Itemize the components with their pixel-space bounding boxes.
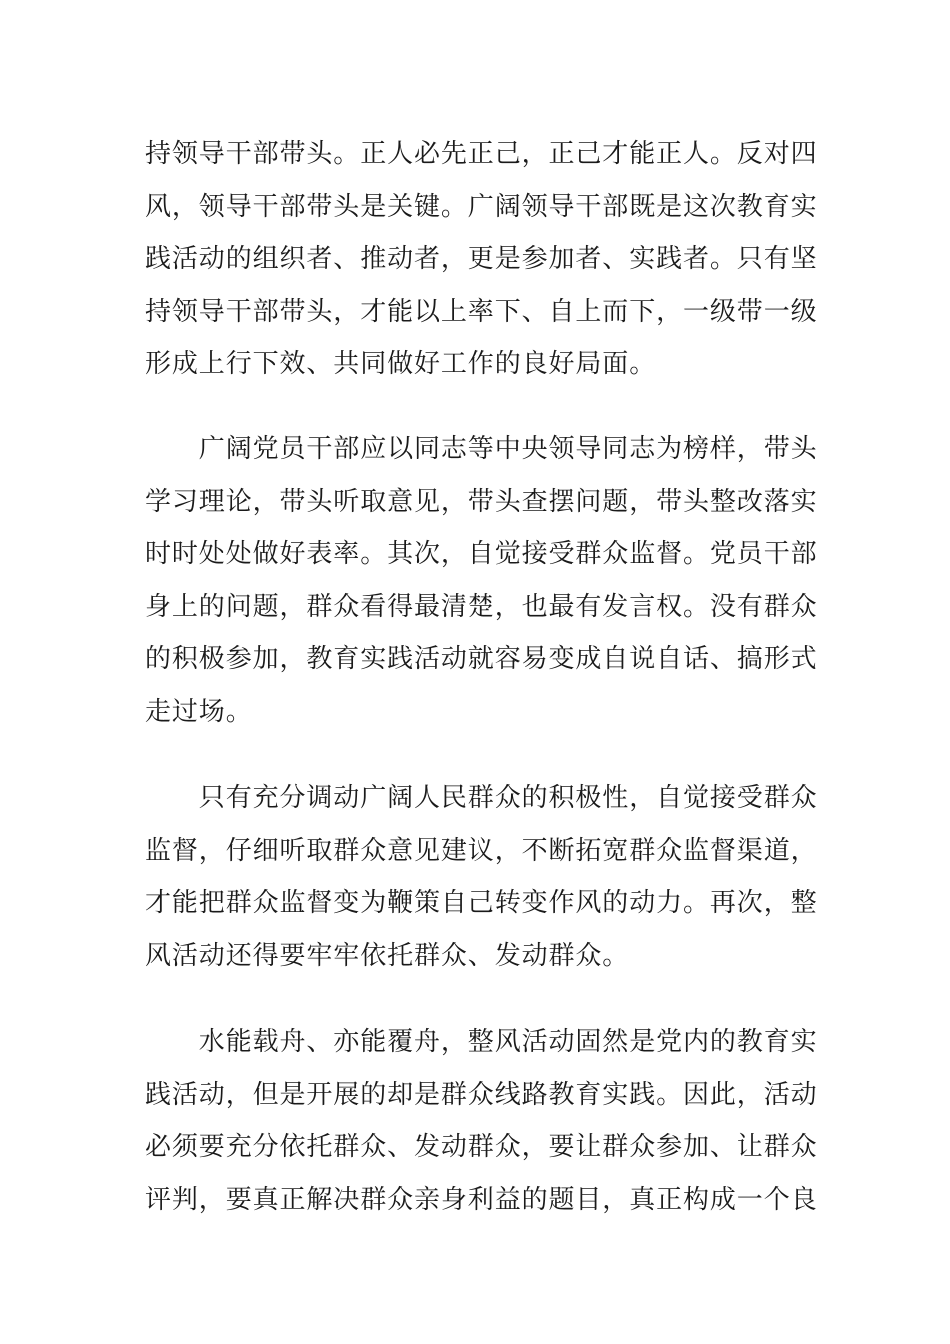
paragraph-3: [145, 772, 818, 982]
paragraph-line: 持领导干部带头。正人必先正己，正己才能正人。反对四: [145, 139, 818, 169]
paragraph-line: 持领导干部带头，才能以上率下、自上而下，一级带一级: [145, 296, 818, 327]
paragraph-line: 学习理论，带头听取意见，带头查摆问题，带头整改落实: [145, 486, 818, 517]
paragraph-line: 水能载舟、亦能覆舟，整风活动固然是党内的教育实: [145, 1027, 818, 1057]
paragraph-4: [145, 1016, 818, 1226]
paragraph-line: 时时处处做好表率。其次，自觉接受群众监督。党员干部: [145, 539, 818, 569]
paragraph-line: 才能把群众监督变为鞭策自己转变作风的动力。再次，整: [145, 888, 818, 918]
paragraph-line: 走过场。: [145, 696, 253, 727]
paragraph-line: 风，领导干部带头是关键。广阔领导干部既是这次教育实: [145, 191, 818, 222]
paragraph-line: 必须要充分依托群众、发动群众，要让群众参加、让群众: [145, 1132, 818, 1162]
paragraph-line: 形成上行下效、共同做好工作的良好局面。: [145, 349, 657, 379]
paragraph-line: 评判，要真正解决群众亲身利益的题目，真正构成一个良: [145, 1184, 818, 1215]
paragraph-line: 只有充分调动广阔人民群众的积极性，自觉接受群众: [145, 783, 818, 813]
paragraph-line: 风活动还得要牢牢依托群众、发动群众。: [145, 940, 630, 971]
paragraph-2: [145, 423, 818, 738]
paragraph-1: [145, 128, 818, 391]
paragraph-line: 监督，仔细听取群众意见建议，不断拓宽群众监督渠道，: [145, 835, 818, 866]
paragraph-line: 践活动的组织者、推动者，更是参加者、实践者。只有坚: [145, 244, 818, 274]
paragraph-line: 践活动，但是开展的却是群众线路教育实践。因此，活动: [145, 1079, 818, 1110]
paragraph-line: 的积极参加，教育实践活动就容易变成自说自话、搞形式: [145, 644, 818, 674]
paragraph-line: 身上的问题，群众看得最清楚，也最有发言权。没有群众: [145, 591, 818, 622]
paragraph-line: 广阔党员干部应以同志等中央领导同志为榜样，带头: [145, 434, 818, 464]
